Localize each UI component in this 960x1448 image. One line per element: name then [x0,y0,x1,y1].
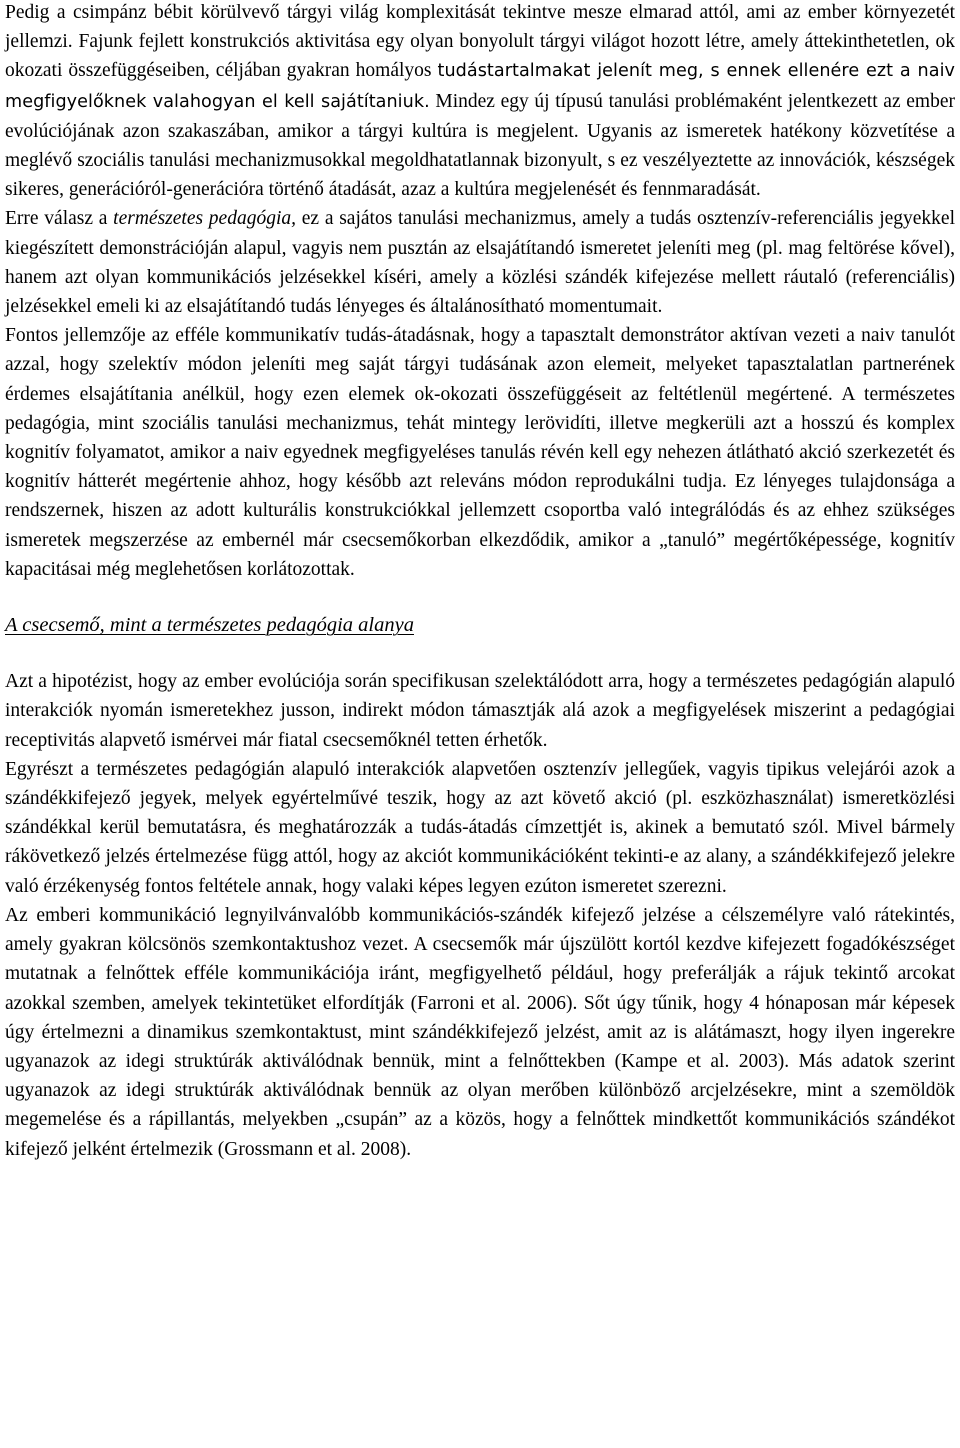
paragraph-communicative-transfer: Fontos jellemzője az efféle kommunikatív tudás-átadásnak, hogy a tapasztalt demonstrátor aktívan vezeti a naiv tanulót azzal, hogy szelektív módon jeleníti meg saját tárgyi tudásának azon elemeit, melyeket tapasztalatlan partnerének érdemes elsajátítania anélkül, hogy ezen elemek ok-okozati összefüggéseit az feltétlenül megértené. A természetes pedagógia, mint szociális tanulási mechanizmus, tehát mintegy lerövidíti, illetve megkerüli azt a hosszú és komplex kognitív folyamatot, amikor a naiv egyednek megfigyeléses tanulás révén kell egy nehezen átlátható akció szerkezetét és kognitív hátterét megértenie ahhoz, hogy később azt releváns módon reprodukálni tudja. Ez lényeges tulajdonsága a rendszernek, hiszen az adott kulturális konstrukciókkal jellemzett csoportba való integrálódás és az ehhez szükséges ismeretek megszerzése az embernél már csecsemőkorban elkezdődik, amikor a „tanuló” megértőképessége, kognitív kapacitásai még meglehetősen korlátozottak. [5,325,955,580]
paragraph-natural-pedagogy-post: ez a sajátos tanulási mechanizmus, amely a tudás osztenzív-referenciális jegyekkel kiegészített demonstrációján alapul, vagyis nem pusztán az elsajátítandó ismeretet jeleníti meg (pl. mag feltörése kővel), hanem azt olyan kommunikációs jelzésekkel kíséri, amely a közlési szándék kifejezése mellett ráutaló (referenciális) jelzésekkel emeli ki az elsajátítandó tudás lényeges és általánosítható momentumait. [5,208,955,318]
paragraph-hypothesis: Azt a hipotézist, hogy az ember evolúciója során specifikusan szelektálódott arra, hogy a természetes pedagógián alapuló interakciók nyomán ismeretekhez jusson, indirekt módon támasztják alá azok a megfigyelések miszerint a pedagógiai receptivitás alapvető ismérvei már fiatal csecsemőknél tetten érhetők. [5,671,955,751]
document-page [5,0,955,1164]
paragraph-intro-part3: Mindez egy új típusú tanulási problémaként jelentkezett az ember evolúciójának azon szakaszában, amikor a tárgyi kultúra is megjelent. [5,90,956,142]
paragraph-natural-pedagogy [5,204,955,321]
paragraph-eye-contact: Az emberi kommunikáció legnyilvánvalóbb kommunikációs-szándék kifejező jelzése a célszemélyre való rátekintés, amely gyakran kölcsönös szemkontaktushoz vezet. A csecsemők már újszülött kortól kezdve kifejezett fogadókészséget mutatnak a felnőttek efféle kommunikációja iránt, megfigyelhető például, hogy preferálják a rájuk tekintő arcokat azokkal szemben, amelyek tekintetüket elfordítják (Farroni et al. 2006). Sőt úgy tűnik, hogy 4 hónaposan már képesek úgy értelmezni a dinamikus szemkontaktust, mint szándékkifejező jelzést, amit az is alátámaszt, hogy ilyen ingerekre ugyanazok az idegi struktúrák aktiválódnak bennük, mint a felnőttekben (Kampe et al. 2003). Más adatok szerint ugyanazok az idegi struktúrák aktiválódnak bennük az olyan merőben különböző arcjelzésekre, mint a szemöldök megemelése és a rápillantás, melyekben „csupán” az a közös, hogy a felnőttek mindkettőt kommunikációs szándékot kifejező jelként értelmezik (Grossmann et al. 2008). [5,904,955,1160]
paragraph-natural-pedagogy-pre: Erre válasz a [5,208,114,230]
paragraph-intro-part4: Ugyanis az ismeretek hatékony közvetítése a meglévő szociális tanulási mechanizmusokkal megoldhatatlannak bizonyult, s ez veszélyeztette az innovációk, készségek sikeres, generációról-generációra történő átadását, azaz a kultúra megjelenését és fennmaradását. [5,120,955,201]
section-heading: A csecsemő, mint a természetes pedagógia alanya [5,614,414,637]
paragraph-intro-part1: Pedig a csimpánz bébit körülvevő tárgyi világ komplexitását tekintve mesze elmarad attól, ami az ember környezetét jellemzi. Fajunk fejlett konstrukciós aktivitása egy olyan bonyolult tárgyi világot hozott létre, amely áttekinthetetlen, ok okozati összefüggéseiben, céljában gyakran homályos [5,2,955,82]
paragraph-intro [5,0,955,204]
term-natural-pedagogy: természetes pedagógia, [113,208,297,230]
paragraph-ostensive: Egyrészt a természetes pedagógián alapuló interakciók alapvetően osztenzív jellegűek, vagyis tipikus velejárói azok a szándékkifejező jegyek, melyek egyértelművé teszik, hogy az azt követő akció (pl. eszközhasználat) ismeretközlési szándékkal kerül bemutatásra, és meghatározzák a tudás-átadás címzettjét is, akinek a bemutató szól. Mivel bármely rákövetkező jelzés értelmezése függ attól, hogy az akciót kommunikációként tekinti-e az alany, a szándékkifejező jelekre való érzékenység fontos feltétele annak, hogy valaki képes legyen ezúton ismeretet szerezni. [5,758,955,897]
paragraph-intro-part2: tudástartalmakat jelenít meg, s ennek ellenére ezt a naiv megfigyelőknek valahogyan el kell sajátítaniuk. [5,61,955,112]
